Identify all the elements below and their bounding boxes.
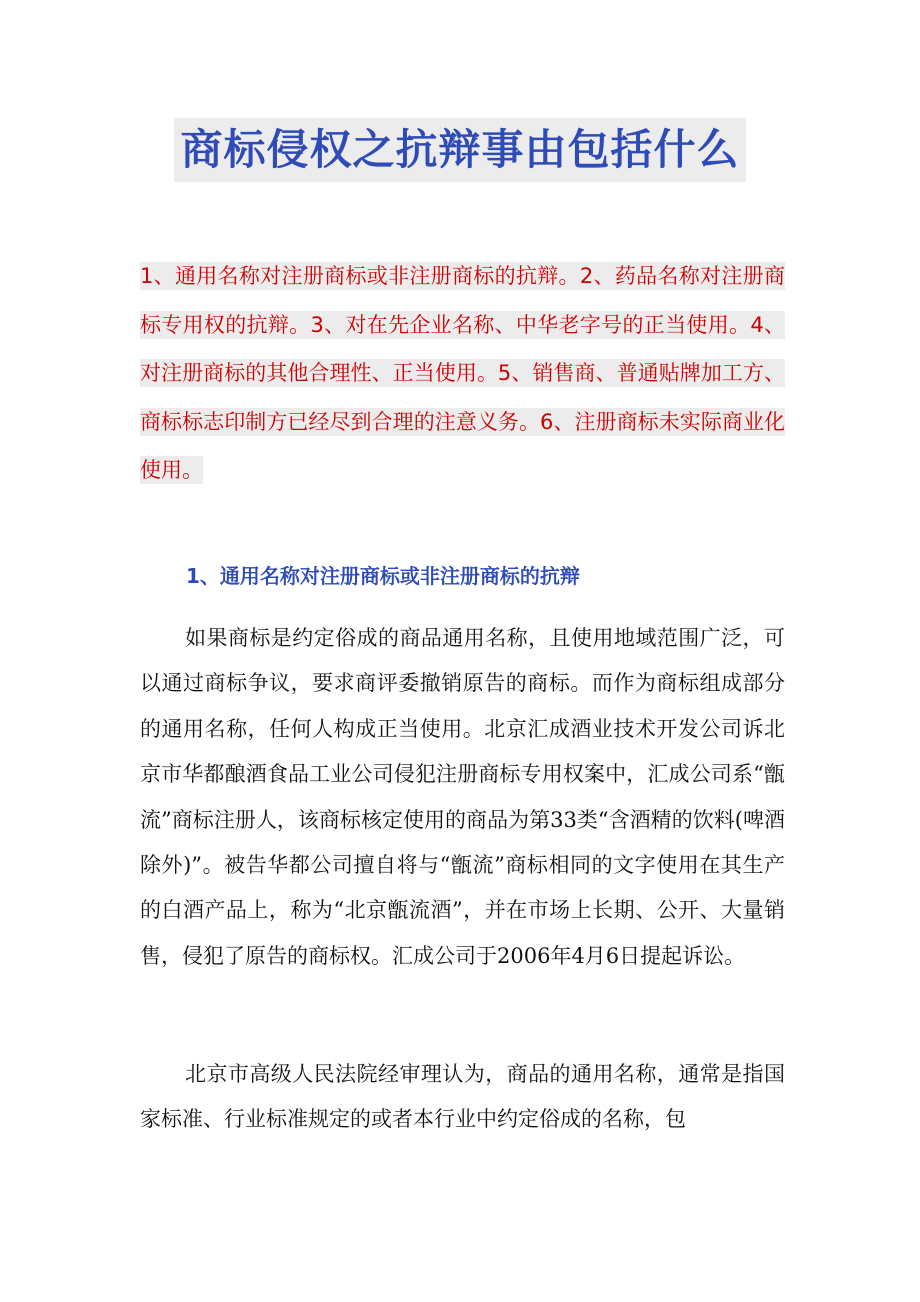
page-title: 商标侵权之抗辩事由包括什么 [174,118,745,182]
body-paragraph-1: 如果商标是约定俗成的商品通用名称，且使用地域范围广泛，可以通过商标争议，要求商评委撤销原告的商标。而作为商标组成部分的通用名称，任何人构成正当使用。北京汇成酒业技术开发公司诉北京市华都酿酒食品工业公司侵犯注册商标专用权案中，汇成公司系“甑流”商标注册人，该商标核定使用的商品为第33类“含酒精的饮料(啤酒除外)”。被告华都公司擅自将与“甑流”商标相同的文字使用在其生产的白酒产品上，称为“北京甑流酒”，并在市场上长期、公开、大量销售，侵犯了原告的商标权。汇成公司于2006年4月6日提起诉讼。 [140,626,785,968]
section-heading: 1、通用名称对注册商标或非注册商标的抗辩 [186,564,580,588]
summary-text: 1、通用名称对注册商标或非注册商标的抗辩。2、药品名称对注册商标专用权的抗辩。3、对在先企业名称、中华老字号的正当使用。4、对注册商标的其他合理性、正当使用。5、销售商、普通贴牌加工方、商标标志印制方已经尽到合理的注意义务。6、注册商标未实际商业化使用。 [140,264,785,482]
title-container [0,118,920,182]
body-paragraph-2: 北京市高级人民法院经审理认为，商品的通用名称，通常是指国家标准、行业标准规定的或者本行业中约定俗成的名称，包 [140,1062,785,1132]
summary-block [140,252,785,495]
